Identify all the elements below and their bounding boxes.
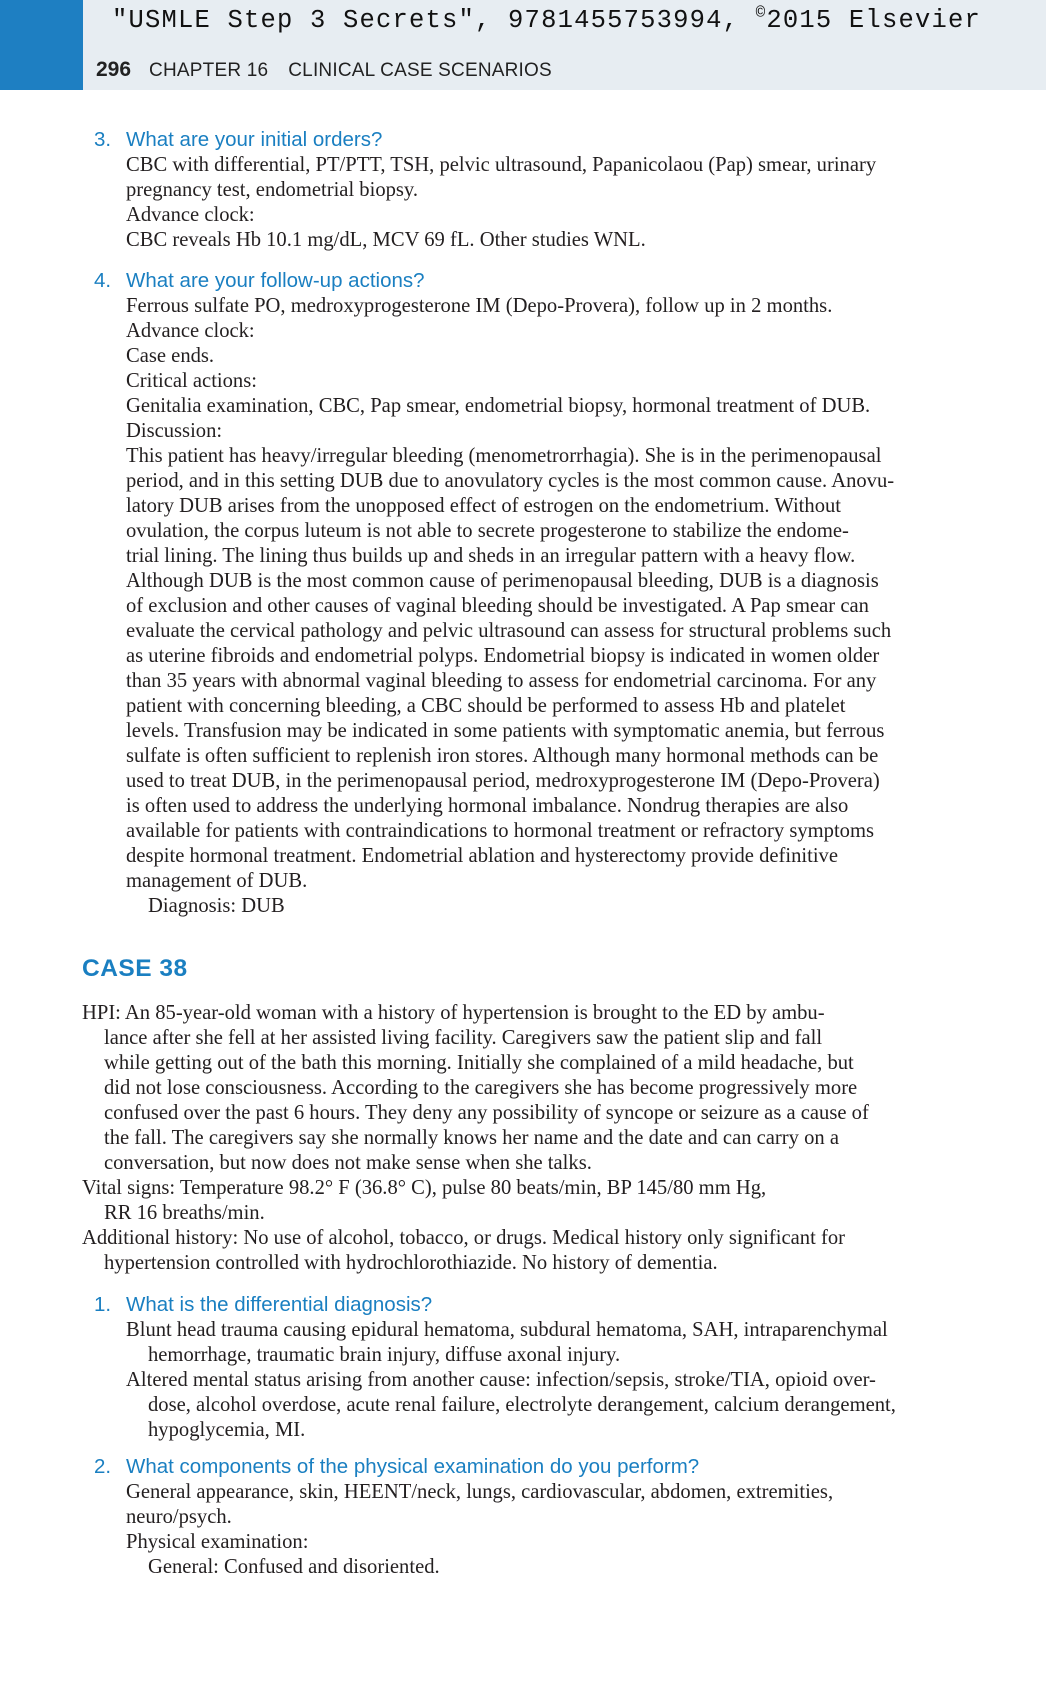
hpi-line: did not lose consciousness. According to the caregivers she has become progressively more: [104, 1077, 858, 1099]
history-line: hypertension controlled with hydrochlorothiazide. No history of dementia.: [104, 1252, 718, 1274]
hpi-line: lance after she fell at her assisted living facility. Caregivers saw the patient slip and fall: [104, 1027, 823, 1049]
hpi-label: HPI:: [82, 1002, 121, 1024]
subheading-label: Critical actions:: [126, 370, 257, 392]
vitals-line: Vital signs: Temperature 98.2° F (36.8° C), pulse 80 beats/min, BP 145/80 mm Hg,: [82, 1177, 767, 1199]
answer-line: Case ends.: [126, 345, 215, 367]
question-heading: 3. What are your initial orders?: [94, 128, 383, 151]
discussion-line: levels. Transfusion may be indicated in some patients with symptomatic anemia, but ferrous: [126, 720, 885, 742]
answer-line: neuro/psych.: [126, 1506, 232, 1528]
subheading-label: Discussion:: [126, 420, 223, 442]
copyright-symbol: ©: [755, 4, 767, 22]
hpi-line: HPI: An 85-year-old woman with a history of hypertension is brought to the ED by ambu-: [82, 1002, 825, 1024]
diagnosis-label: Diagnosis:: [148, 895, 237, 917]
running-head: [96, 58, 552, 82]
answer-line: Blunt head trauma causing epidural hematoma, subdural hematoma, SAH, intraparenchymal: [126, 1319, 888, 1341]
discussion-line: used to treat DUB, in the perimenopausal period, medroxyprogesterone IM (Depo-Provera): [126, 770, 880, 792]
answer-line: pregnancy test, endometrial biopsy.: [126, 179, 419, 201]
hpi-line: conversation, but now does not make sense when she talks.: [104, 1152, 592, 1174]
answer-line: hypoglycemia, MI.: [148, 1419, 306, 1441]
discussion-line: as uterine fibroids and endometrial polyps. Endometrial biopsy is indicated in women older: [126, 645, 880, 667]
answer-line: Genitalia examination, CBC, Pap smear, endometrial biopsy, hormonal treatment of DUB.: [126, 395, 871, 417]
discussion-line: This patient has heavy/irregular bleeding (menometrorrhagia). She is in the perimenopausal: [126, 445, 882, 467]
discussion-line: management of DUB.: [126, 870, 308, 892]
question-heading: 4. What are your follow-up actions?: [94, 269, 425, 292]
hpi-line: the fall. The caregivers say she normally knows her name and the date and can carry on a: [104, 1127, 839, 1149]
question-text: What components of the physical examination do you perform?: [126, 1455, 700, 1478]
section-label: CLINICAL CASE SCENARIOS: [288, 60, 552, 81]
watermark-publisher: 2015 Elsevier: [766, 6, 981, 35]
question-text: What are your follow-up actions?: [126, 269, 425, 292]
hpi-line: while getting out of the bath this morning. Initially she complained of a mild headache, but: [104, 1052, 854, 1074]
discussion-line: sulfate is often sufficient to replenish iron stores. Although many hormonal methods can be: [126, 745, 879, 767]
answer-line: hemorrhage, traumatic brain injury, diffuse axonal injury.: [148, 1344, 621, 1366]
history-label: Additional history:: [82, 1227, 239, 1249]
subheading-label: Advance clock:: [126, 320, 255, 342]
question-heading: 2. What components of the physical examination do you perform?: [94, 1455, 700, 1478]
answer-line: dose, alcohol overdose, acute renal failure, electrolyte derangement, calcium derangement,: [148, 1394, 896, 1416]
answer-line: General: Confused and disoriented.: [148, 1556, 440, 1578]
hpi-line: confused over the past 6 hours. They deny any possibility of syncope or seizure as a cause of: [104, 1102, 869, 1124]
discussion-line: evaluate the cervical pathology and pelvic ultrasound can assess for structural problems such: [126, 620, 892, 642]
question-text: What are your initial orders?: [126, 128, 383, 151]
answer-line: Ferrous sulfate PO, medroxyprogesterone IM (Depo-Provera), follow up in 2 months.: [126, 295, 833, 317]
discussion-line: of exclusion and other causes of vaginal bleeding should be investigated. A Pap smear can: [126, 595, 869, 617]
diagnosis-line: [148, 894, 285, 919]
case-title: CASE 38: [82, 955, 188, 982]
question-text: What is the differential diagnosis?: [126, 1293, 433, 1316]
vitals-line: RR 16 breaths/min.: [104, 1202, 265, 1224]
page-header: [0, 0, 1046, 90]
discussion-line: period, and in this setting DUB due to anovulatory cycles is the most common cause. Anovu-: [126, 470, 895, 492]
diagnosis-value: DUB: [236, 895, 285, 917]
subheading-label: Physical examination:: [126, 1531, 309, 1553]
discussion-line: than 35 years with abnormal vaginal bleeding to assess for endometrial carcinoma. For any: [126, 670, 877, 692]
answer-line: General appearance, skin, HEENT/neck, lungs, cardiovascular, abdomen, extremities,: [126, 1481, 834, 1503]
answer-line: Altered mental status arising from another cause: infection/sepsis, stroke/TIA, opioid over-: [126, 1369, 876, 1391]
discussion-line: latory DUB arises from the unopposed effect of estrogen on the endometrium. Without: [126, 495, 842, 517]
subheading-label: Advance clock:: [126, 204, 255, 226]
discussion-line: available for patients with contraindications to hormonal treatment or refractory symptoms: [126, 820, 875, 842]
watermark-citation: [112, 4, 981, 35]
discussion-line: Although DUB is the most common cause of perimenopausal bleeding, DUB is a diagnosis: [126, 570, 879, 592]
question-heading: 1. What is the differential diagnosis?: [94, 1293, 433, 1316]
vitals-label: Vital signs:: [82, 1177, 176, 1199]
history-line: Additional history: No use of alcohol, tobacco, or drugs. Medical history only significant for: [82, 1227, 845, 1249]
discussion-line: ovulation, the corpus luteum is not able to secrete progesterone to stabilize the endome-: [126, 520, 849, 542]
answer-line: CBC with differential, PT/PTT, TSH, pelvic ultrasound, Papanicolaou (Pap) smear, urinary: [126, 154, 877, 176]
chapter-label: CHAPTER 16: [149, 60, 269, 81]
header-color-tab: [0, 0, 83, 90]
answer-line: CBC reveals Hb 10.1 mg/dL, MCV 69 fL. Other studies WNL.: [126, 229, 646, 251]
discussion-line: patient with concerning bleeding, a CBC should be performed to assess Hb and platelet: [126, 695, 846, 717]
discussion-line: despite hormonal treatment. Endometrial ablation and hysterectomy provide definitive: [126, 845, 838, 867]
page-number: 296: [96, 58, 132, 81]
discussion-line: trial lining. The lining thus builds up and sheds in an irregular pattern with a heavy flow.: [126, 545, 856, 567]
watermark-title: "USMLE Step 3 Secrets", 9781455753994,: [112, 6, 756, 35]
discussion-line: is often used to address the underlying hormonal imbalance. Nondrug therapies are also: [126, 795, 849, 817]
